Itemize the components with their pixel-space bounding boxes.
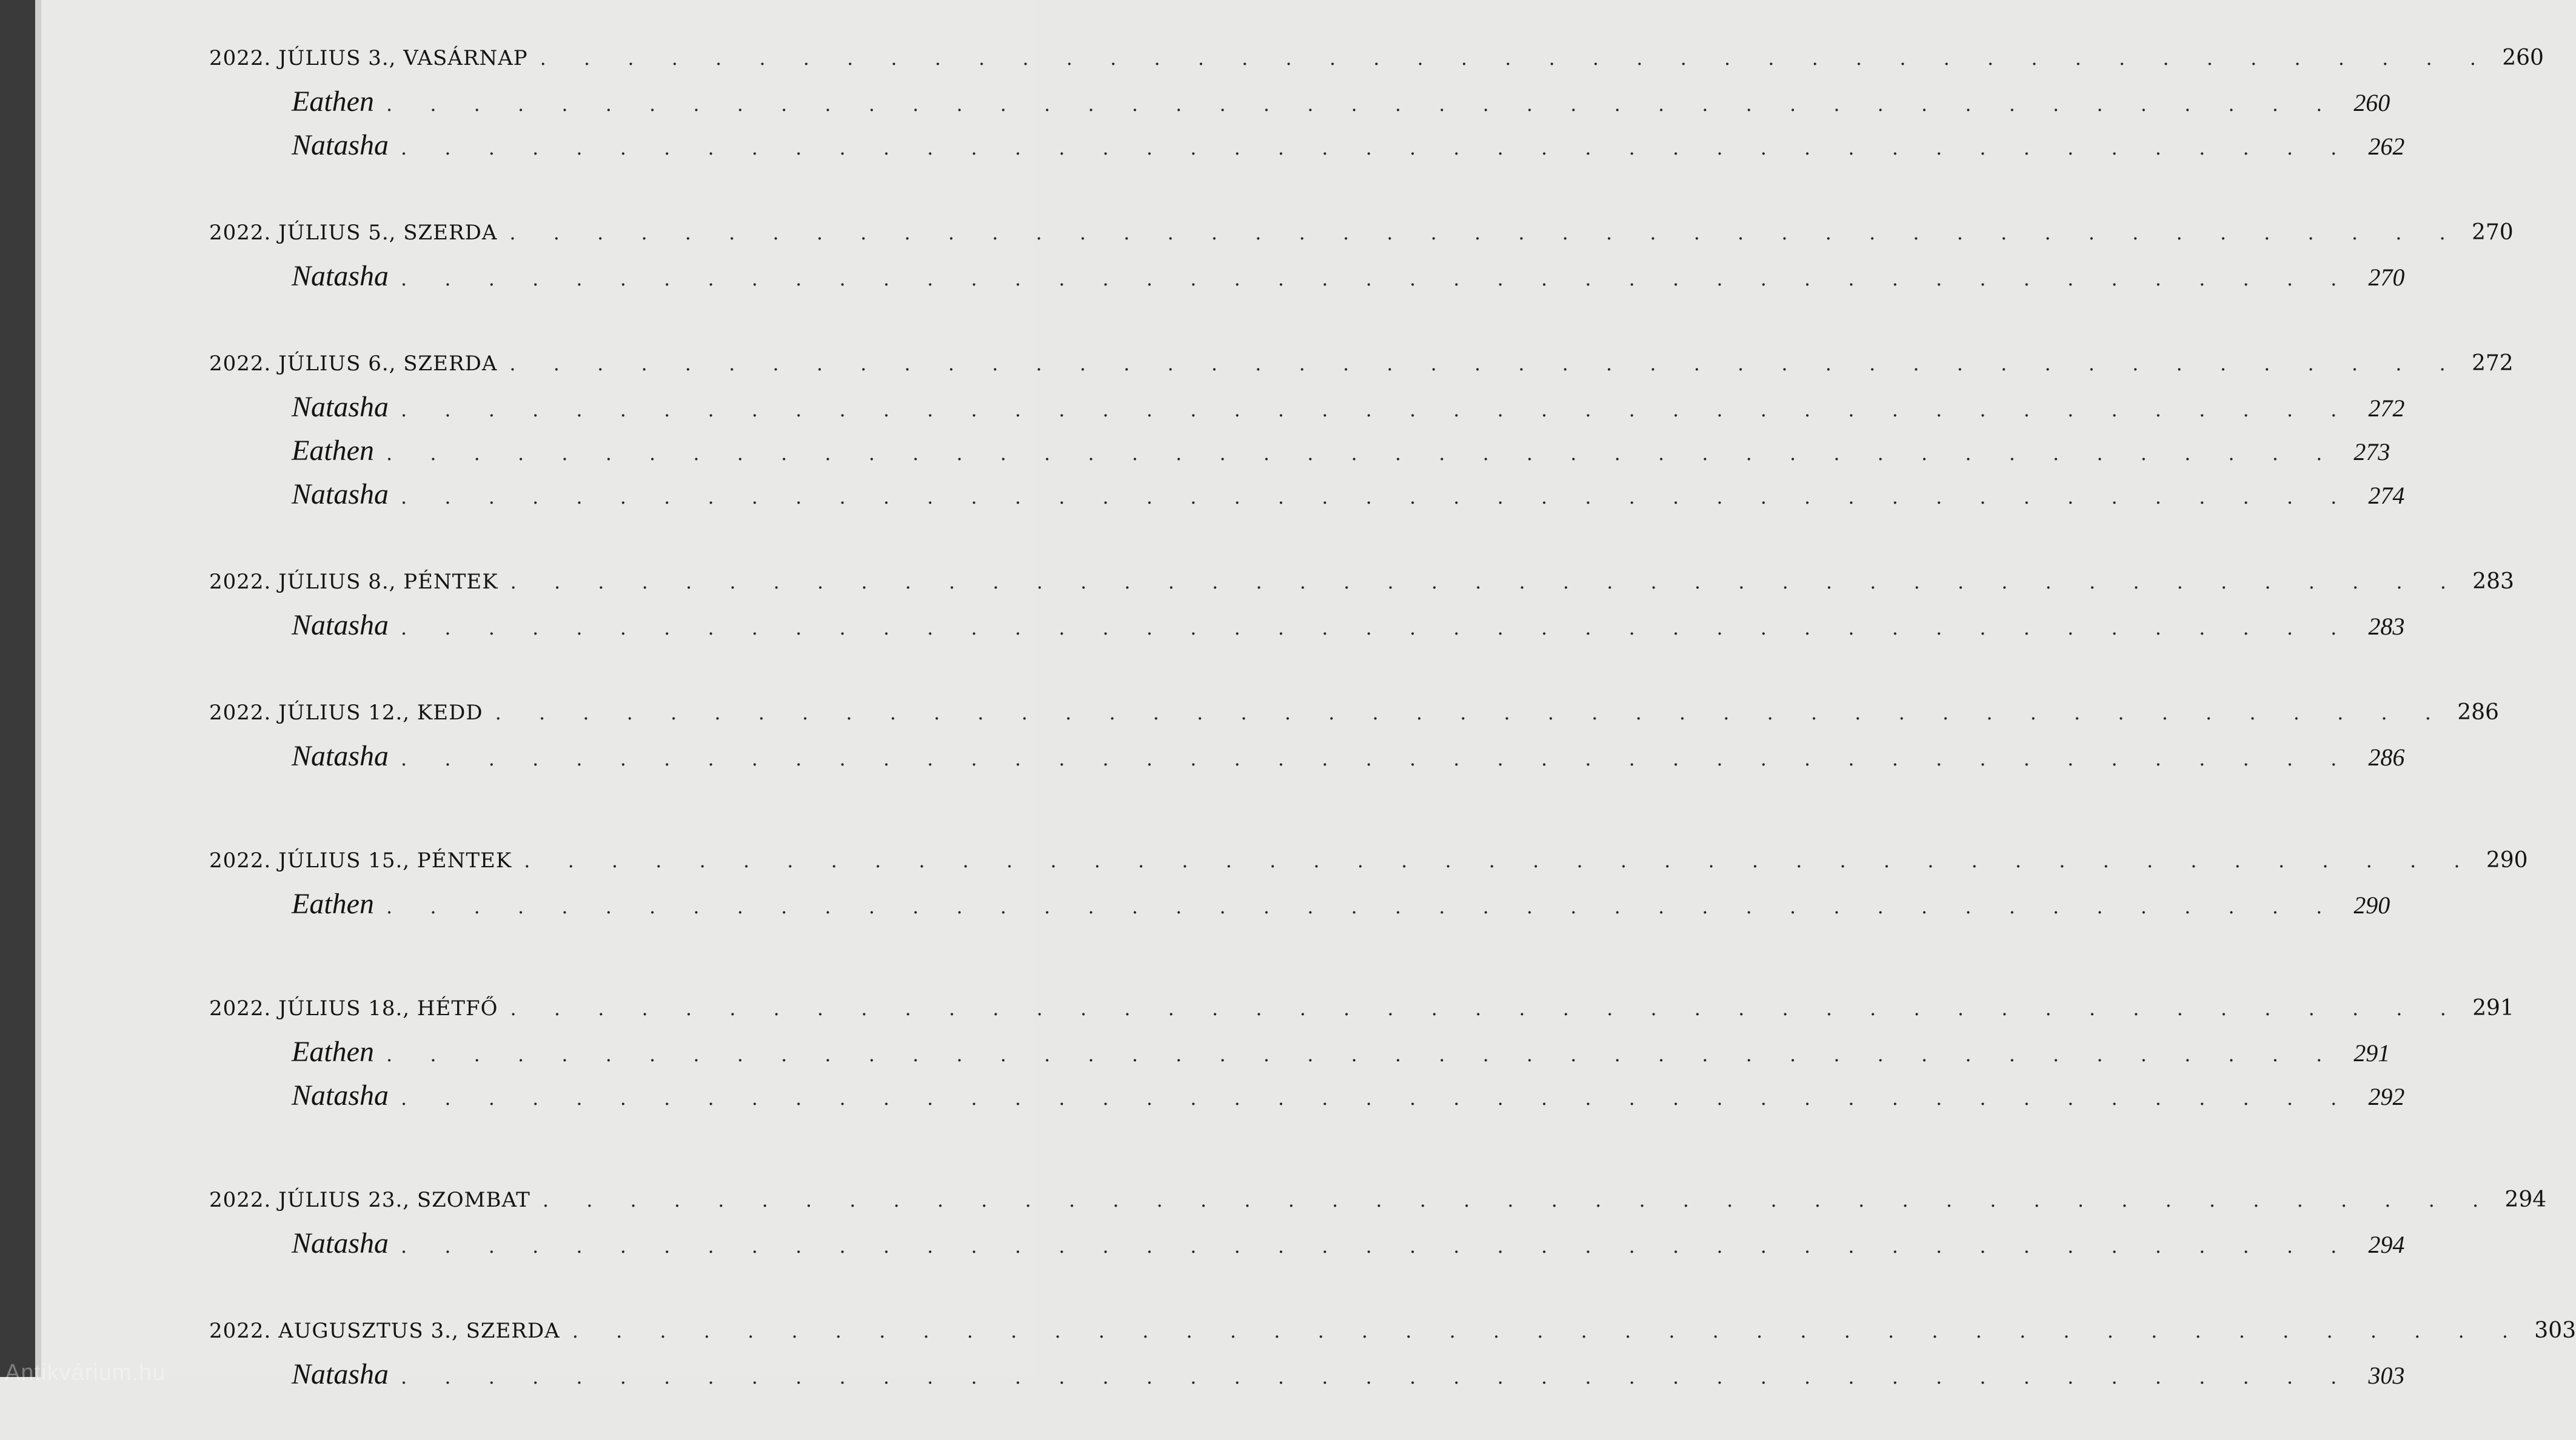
- toc-entry-page-number: 260: [2354, 89, 2390, 116]
- toc-entry-name: Natasha: [292, 1079, 389, 1112]
- toc-entry-name: Natasha: [292, 1358, 389, 1390]
- toc-entry-page-number: 270: [2368, 264, 2405, 291]
- toc-date-heading: 2022. JÚLIUS 23., SZOMBAT: [209, 1188, 530, 1212]
- toc-entry-name: Eathen: [292, 435, 374, 467]
- toc-date-row: [209, 839, 2528, 882]
- toc-date-row: [209, 1178, 2547, 1222]
- toc-section: [209, 560, 2514, 647]
- toc-entry-name: Natasha: [292, 260, 389, 292]
- toc-date-heading: 2022. JÚLIUS 12., KEDD: [209, 701, 483, 725]
- dot-leader: . . . . . . . . . . . . . . . . . . . . . . . . . . . . . . . . . . . . . . . . . . . . .: [401, 485, 2353, 508]
- toc-entry-name: Eathen: [292, 85, 374, 118]
- toc-page-number: 283: [2472, 569, 2514, 594]
- toc-date-row: [209, 342, 2514, 385]
- toc-entry-row: [209, 1353, 2405, 1396]
- toc-date-row: [209, 211, 2514, 255]
- dot-leader: . . . . . . . . . . . . . . . . . . . . . . . . . . . . . . . . . . . . . . . . . . . . .: [401, 747, 2353, 770]
- toc-entry-row: [209, 255, 2405, 298]
- toc-section: [209, 839, 2528, 926]
- toc-entry-page-number: 283: [2368, 613, 2405, 640]
- toc-date-row: [209, 36, 2544, 80]
- dot-leader: . . . . . . . . . . . . . . . . . . . . . . . . . . . . . . . . . . . . . . . . . . . . .: [509, 352, 2461, 375]
- toc-date-row: [209, 560, 2514, 604]
- dot-leader: . . . . . . . . . . . . . . . . . . . . . . . . . . . . . . . . . . . . . . . . . . . . .: [401, 136, 2353, 159]
- toc-date-heading: 2022. JÚLIUS 8., PÉNTEK: [209, 570, 498, 594]
- toc-entry-row: [209, 124, 2405, 167]
- watermark-text: Antikvárium.hu: [5, 1360, 166, 1385]
- dot-leader: . . . . . . . . . . . . . . . . . . . . . . . . . . . . . . . . . . . . . . . . . . . . .: [572, 1319, 2524, 1342]
- page-edge: [35, 0, 41, 1377]
- toc-page-number: 291: [2472, 996, 2514, 1021]
- dot-leader: . . . . . . . . . . . . . . . . . . . . . . . . . . . . . . . . . . . . . . . . . . . . .: [495, 701, 2447, 724]
- toc-date-row: [209, 691, 2499, 735]
- toc-entry-row: [209, 1222, 2405, 1265]
- toc-entry-row: [209, 604, 2405, 647]
- toc-section: [209, 1178, 2547, 1265]
- toc-section: [209, 1309, 2576, 1396]
- toc-date-heading: 2022. JÚLIUS 18., HÉTFŐ: [209, 996, 498, 1021]
- toc-section: [209, 691, 2499, 778]
- toc-date-row: [209, 987, 2514, 1030]
- table-of-contents: [209, 36, 2576, 1440]
- dot-leader: . . . . . . . . . . . . . . . . . . . . . . . . . . . . . . . . . . . . . . . . . . . . .: [401, 616, 2353, 639]
- toc-date-heading: 2022. AUGUSZTUS 3., SZERDA: [209, 1319, 560, 1343]
- toc-entry-name: Natasha: [292, 740, 389, 772]
- toc-entry-row: [209, 1030, 2390, 1074]
- dot-leader: . . . . . . . . . . . . . . . . . . . . . . . . . . . . . . . . . . . . . . . . . . . . .: [386, 895, 2338, 918]
- toc-entry-row: [209, 80, 2390, 124]
- dot-leader: . . . . . . . . . . . . . . . . . . . . . . . . . . . . . . . . . . . . . . . . . . . . .: [401, 398, 2353, 421]
- toc-date-heading: 2022. JÚLIUS 5., SZERDA: [209, 221, 498, 245]
- toc-entry-page-number: 294: [2368, 1231, 2405, 1258]
- toc-entry-page-number: 272: [2368, 395, 2405, 422]
- toc-entry-row: [209, 473, 2405, 516]
- toc-entry-name: Natasha: [292, 478, 389, 510]
- dot-leader: . . . . . . . . . . . . . . . . . . . . . . . . . . . . . . . . . . . . . . . . . . . . .: [401, 1365, 2353, 1388]
- toc-date-heading: 2022. JÚLIUS 3., VASÁRNAP: [209, 46, 528, 70]
- toc-page-number: 286: [2457, 700, 2499, 725]
- toc-entry-row: [209, 1074, 2405, 1118]
- toc-entry-page-number: 291: [2354, 1039, 2390, 1067]
- toc-entry-row: [209, 882, 2390, 926]
- toc-entry-name: Natasha: [292, 391, 389, 423]
- toc-section: [209, 211, 2514, 298]
- dot-leader: . . . . . . . . . . . . . . . . . . . . . . . . . . . . . . . . . . . . . . . . . . . . .: [401, 267, 2353, 290]
- toc-page-number: 260: [2502, 45, 2544, 70]
- dot-leader: . . . . . . . . . . . . . . . . . . . . . . . . . . . . . . . . . . . . . . . . . . . . .: [542, 1188, 2495, 1212]
- toc-section: [209, 36, 2544, 167]
- toc-entry-page-number: 273: [2354, 438, 2390, 465]
- toc-page-number: 270: [2471, 220, 2514, 245]
- toc-entry-row: [209, 735, 2405, 778]
- toc-section: [209, 342, 2514, 516]
- toc-page-number: 290: [2486, 848, 2528, 873]
- toc-entry-name: Natasha: [292, 1227, 389, 1259]
- dot-leader: . . . . . . . . . . . . . . . . . . . . . . . . . . . . . . . . . . . . . . . . . . . . .: [509, 221, 2461, 244]
- dot-leader: . . . . . . . . . . . . . . . . . . . . . . . . . . . . . . . . . . . . . . . . . . . . .: [401, 1235, 2353, 1258]
- toc-entry-name: Eathen: [292, 888, 374, 920]
- toc-entry-page-number: 274: [2368, 482, 2405, 509]
- toc-page-number: 272: [2471, 351, 2514, 376]
- dot-leader: . . . . . . . . . . . . . . . . . . . . . . . . . . . . . . . . . . . . . . . . . . . . .: [386, 93, 2338, 116]
- dot-leader: . . . . . . . . . . . . . . . . . . . . . . . . . . . . . . . . . . . . . . . . . . . . .: [510, 997, 2462, 1020]
- dot-leader: . . . . . . . . . . . . . . . . . . . . . . . . . . . . . . . . . . . . . . . . . . . . .: [540, 47, 2492, 70]
- book-spine: [0, 0, 35, 1377]
- toc-entry-page-number: 290: [2354, 892, 2390, 919]
- toc-entry-page-number: 286: [2368, 744, 2405, 771]
- toc-date-heading: 2022. JÚLIUS 6., SZERDA: [209, 352, 498, 376]
- toc-entry-row: [209, 385, 2405, 429]
- dot-leader: . . . . . . . . . . . . . . . . . . . . . . . . . . . . . . . . . . . . . . . . . . . . .: [386, 442, 2338, 465]
- toc-date-heading: 2022. JÚLIUS 15., PÉNTEK: [209, 848, 512, 873]
- toc-entry-page-number: 262: [2368, 133, 2405, 160]
- toc-entry-page-number: 303: [2368, 1362, 2405, 1389]
- toc-page-number: 303: [2534, 1318, 2576, 1343]
- toc-entry-page-number: 292: [2368, 1083, 2405, 1110]
- dot-leader: . . . . . . . . . . . . . . . . . . . . . . . . . . . . . . . . . . . . . . . . . . . . .: [386, 1043, 2338, 1066]
- toc-entry-name: Natasha: [292, 609, 389, 641]
- toc-date-row: [209, 1309, 2576, 1353]
- toc-entry-name: Natasha: [292, 129, 389, 161]
- toc-page-number: 294: [2504, 1187, 2547, 1212]
- dot-leader: . . . . . . . . . . . . . . . . . . . . . . . . . . . . . . . . . . . . . . . . . . . . .: [524, 849, 2476, 872]
- toc-section: [209, 987, 2514, 1118]
- toc-entry-row: [209, 429, 2390, 473]
- toc-entry-name: Eathen: [292, 1036, 374, 1068]
- dot-leader: . . . . . . . . . . . . . . . . . . . . . . . . . . . . . . . . . . . . . . . . . . . . .: [401, 1087, 2353, 1110]
- dot-leader: . . . . . . . . . . . . . . . . . . . . . . . . . . . . . . . . . . . . . . . . . . . . .: [510, 570, 2462, 593]
